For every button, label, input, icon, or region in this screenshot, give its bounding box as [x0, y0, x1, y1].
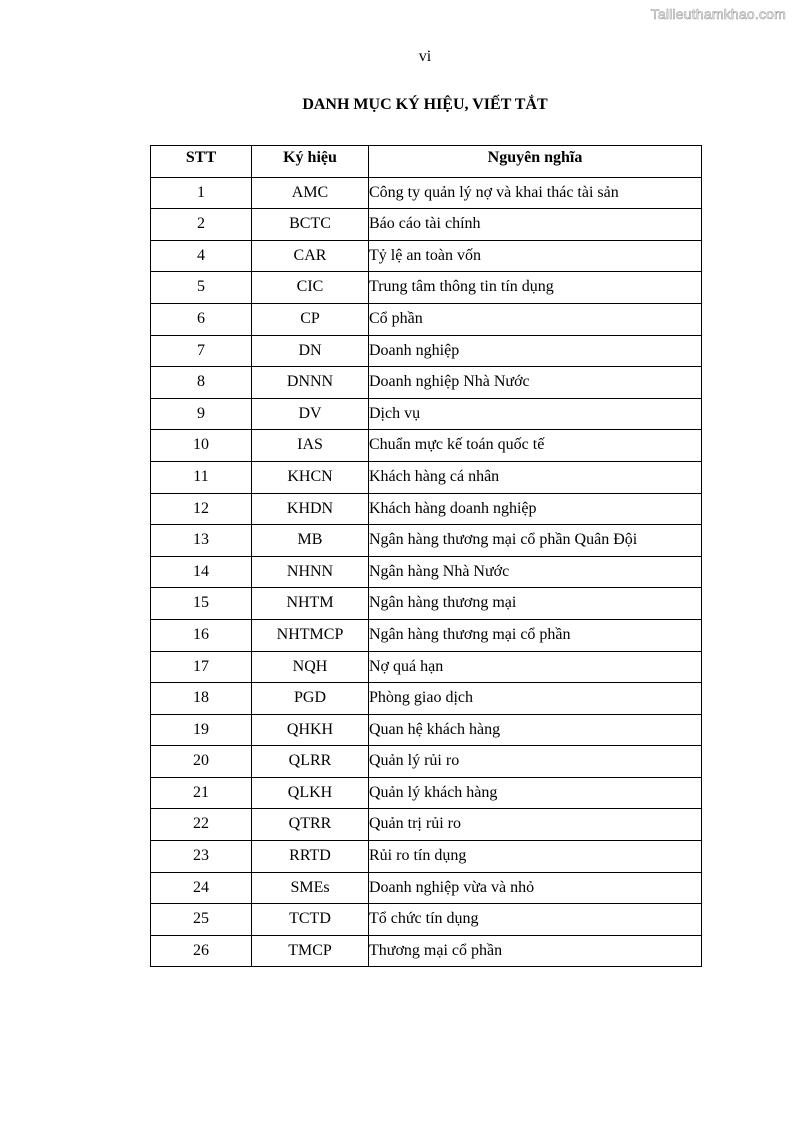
table-row [151, 683, 702, 715]
row-symbol: DV [252, 398, 369, 430]
row-number: 26 [151, 935, 252, 967]
row-symbol: DNNN [252, 367, 369, 399]
row-symbol: KHCN [252, 461, 369, 493]
document-title: DANH MỤC KÝ HIỆU, VIẾT TẮT [302, 96, 548, 113]
row-meaning: Doanh nghiệp vừa và nhỏ [369, 872, 702, 904]
table-row [151, 809, 702, 841]
row-number: 5 [151, 272, 252, 304]
row-number: 7 [151, 335, 252, 367]
table-row [151, 746, 702, 778]
row-number: 15 [151, 588, 252, 620]
table-body [151, 177, 702, 967]
row-number: 17 [151, 651, 252, 683]
row-symbol: CP [252, 303, 369, 335]
row-number: 16 [151, 619, 252, 651]
table-row [151, 872, 702, 904]
row-number: 9 [151, 398, 252, 430]
row-symbol: TMCP [252, 935, 369, 967]
table-row [151, 430, 702, 462]
row-meaning: Phòng giao dịch [369, 683, 702, 715]
table-row [151, 525, 702, 557]
watermark: Tailieuthamkhao.com [650, 6, 786, 22]
row-symbol: PGD [252, 683, 369, 715]
row-symbol: RRTD [252, 841, 369, 873]
row-symbol: AMC [252, 177, 369, 209]
row-meaning: Quản lý khách hàng [369, 777, 702, 809]
row-number: 22 [151, 809, 252, 841]
header-symbol: Ký hiệu [252, 146, 369, 178]
table-row [151, 367, 702, 399]
table-row [151, 209, 702, 241]
row-symbol: BCTC [252, 209, 369, 241]
row-meaning: Tổ chức tín dụng [369, 904, 702, 936]
row-number: 14 [151, 556, 252, 588]
row-symbol: CIC [252, 272, 369, 304]
row-meaning: Quan hệ khách hàng [369, 714, 702, 746]
row-symbol: NHNN [252, 556, 369, 588]
row-meaning: Ngân hàng thương mại [369, 588, 702, 620]
row-symbol: TCTD [252, 904, 369, 936]
table-row [151, 461, 702, 493]
table-row [151, 493, 702, 525]
row-number: 11 [151, 461, 252, 493]
row-number: 21 [151, 777, 252, 809]
row-symbol: NHTMCP [252, 619, 369, 651]
row-number: 23 [151, 841, 252, 873]
row-number: 10 [151, 430, 252, 462]
row-number: 12 [151, 493, 252, 525]
row-symbol: SMEs [252, 872, 369, 904]
table-row [151, 303, 702, 335]
table-row [151, 777, 702, 809]
row-symbol: DN [252, 335, 369, 367]
row-number: 25 [151, 904, 252, 936]
row-symbol: QLKH [252, 777, 369, 809]
row-number: 19 [151, 714, 252, 746]
row-symbol: QLRR [252, 746, 369, 778]
row-symbol: NHTM [252, 588, 369, 620]
row-meaning: Báo cáo tài chính [369, 209, 702, 241]
page-number: vi [418, 48, 432, 65]
row-meaning: Quản trị rủi ro [369, 809, 702, 841]
table-header-row [151, 146, 702, 178]
table-row [151, 588, 702, 620]
table-row [151, 398, 702, 430]
table-row [151, 904, 702, 936]
row-number: 8 [151, 367, 252, 399]
header-meaning: Nguyên nghĩa [369, 146, 702, 178]
row-number: 4 [151, 240, 252, 272]
row-symbol: CAR [252, 240, 369, 272]
row-meaning: Khách hàng doanh nghiệp [369, 493, 702, 525]
table-row [151, 240, 702, 272]
row-number: 24 [151, 872, 252, 904]
row-meaning: Dịch vụ [369, 398, 702, 430]
row-meaning: Cổ phần [369, 303, 702, 335]
row-meaning: Khách hàng cá nhân [369, 461, 702, 493]
row-meaning: Nợ quá hạn [369, 651, 702, 683]
table-row [151, 556, 702, 588]
row-symbol: KHDN [252, 493, 369, 525]
table-row [151, 651, 702, 683]
row-meaning: Công ty quản lý nợ và khai thác tài sản [369, 177, 702, 209]
row-meaning: Tỷ lệ an toàn vốn [369, 240, 702, 272]
row-meaning: Doanh nghiệp [369, 335, 702, 367]
row-meaning: Quản lý rủi ro [369, 746, 702, 778]
table-row [151, 335, 702, 367]
header-stt: STT [151, 146, 252, 178]
row-symbol: NQH [252, 651, 369, 683]
row-number: 2 [151, 209, 252, 241]
row-symbol: QTRR [252, 809, 369, 841]
row-meaning: Ngân hàng Nhà Nước [369, 556, 702, 588]
table-row [151, 272, 702, 304]
table-row [151, 619, 702, 651]
row-meaning: Doanh nghiệp Nhà Nước [369, 367, 702, 399]
row-meaning: Thương mại cổ phần [369, 935, 702, 967]
row-number: 18 [151, 683, 252, 715]
row-meaning: Ngân hàng thương mại cổ phần Quân Đội [369, 525, 702, 557]
row-symbol: MB [252, 525, 369, 557]
row-symbol: IAS [252, 430, 369, 462]
row-number: 20 [151, 746, 252, 778]
row-meaning: Chuẩn mực kế toán quốc tế [369, 430, 702, 462]
row-meaning: Ngân hàng thương mại cổ phần [369, 619, 702, 651]
row-number: 1 [151, 177, 252, 209]
abbreviation-table [150, 145, 702, 967]
table-row [151, 935, 702, 967]
table-row [151, 841, 702, 873]
row-meaning: Trung tâm thông tin tín dụng [369, 272, 702, 304]
table-row [151, 177, 702, 209]
row-number: 6 [151, 303, 252, 335]
row-symbol: QHKH [252, 714, 369, 746]
row-meaning: Rủi ro tín dụng [369, 841, 702, 873]
row-number: 13 [151, 525, 252, 557]
table-row [151, 714, 702, 746]
